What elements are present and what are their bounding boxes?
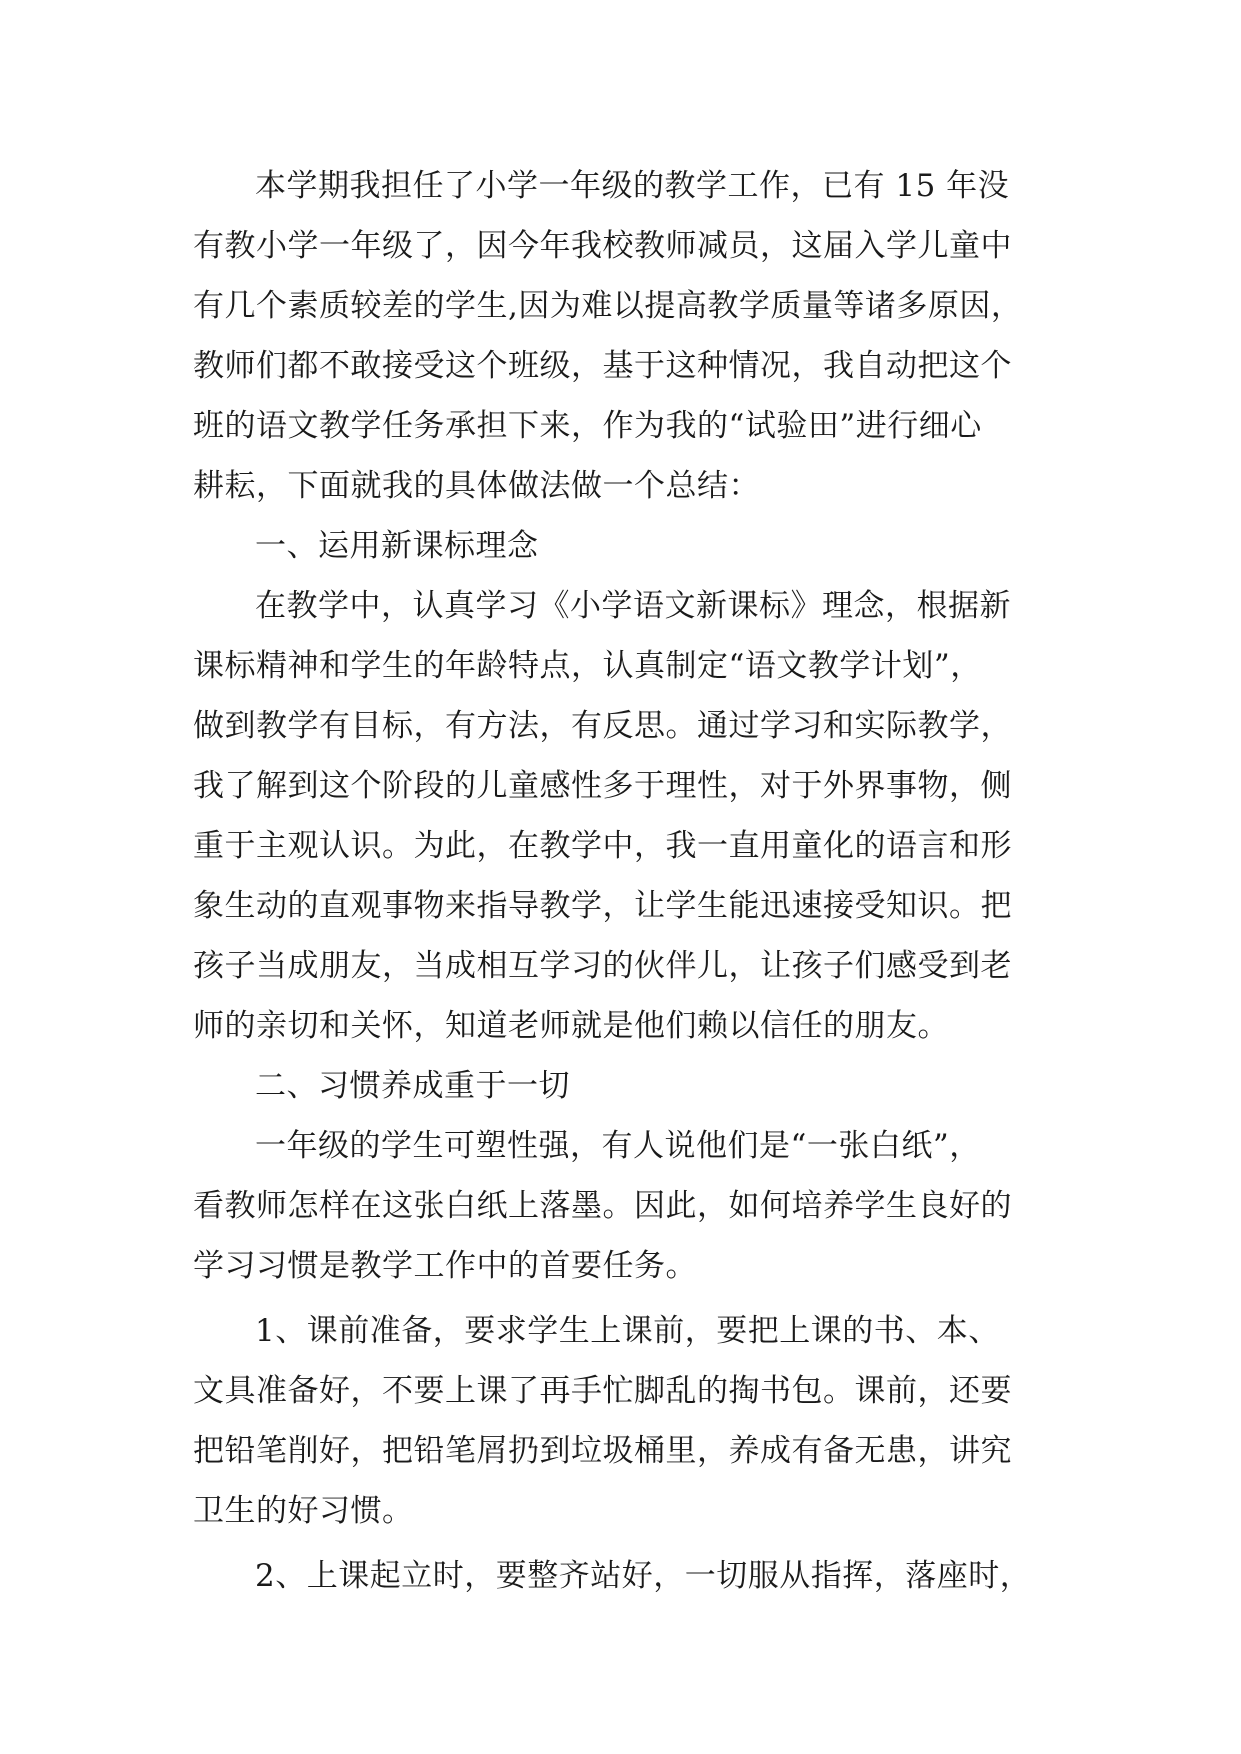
paragraph-intro-line-4: 教师们都不敢接受这个班级，基于这种情况，我自动把这个 <box>193 348 1012 384</box>
paragraph-section2-line-1: 一年级的学生可塑性强，有人说他们是“一张白纸”， <box>255 1128 981 1164</box>
list-item-2-line-1: 2、上课起立时，要整齐站好，一切服从指挥，落座时， <box>255 1558 1032 1594</box>
paragraph-section1-line-6: 象生动的直观事物来指导教学，让学生能迅速接受知识。把 <box>193 888 1012 924</box>
paragraph-section1-line-3: 做到教学有目标，有方法，有反思。通过学习和实际教学， <box>193 708 1012 744</box>
list-item-1-line-2: 文具准备好，不要上课了再手忙脚乱的掏书包。课前，还要 <box>193 1373 1012 1409</box>
paragraph-section1-line-1: 在教学中，认真学习《小学语文新课标》理念，根据新 <box>255 588 1011 624</box>
paragraph-intro-line-6: 耕耘，下面就我的具体做法做一个总结： <box>193 468 760 504</box>
list-item-1-line-1: 1、课前准备，要求学生上课前，要把上课的书、本、 <box>255 1313 1000 1349</box>
paragraph-section1-line-8: 师的亲切和关怀，知道老师就是他们赖以信任的朋友。 <box>193 1008 949 1044</box>
paragraph-section1-line-7: 孩子当成朋友，当成相互学习的伙伴儿，让孩子们感受到老 <box>193 948 1012 984</box>
paragraph-section1-line-2: 课标精神和学生的年龄特点，认真制定“语文教学计划”， <box>193 648 982 684</box>
paragraph-section1-line-4: 我了解到这个阶段的儿童感性多于理性，对于外界事物，侧 <box>193 768 1012 804</box>
section-heading-1: 一、运用新课标理念 <box>255 528 539 564</box>
paragraph-intro-line-1: 本学期我担任了小学一年级的教学工作，已有 15 年没 <box>255 168 1010 204</box>
paragraph-intro-line-5: 班的语文教学任务承担下来，作为我的“试验田”进行细心 <box>193 408 982 444</box>
paragraph-intro-line-3: 有几个素质较差的学生,因为难以提高教学质量等诸多原因， <box>193 288 1023 324</box>
paragraph-section2-line-3: 学习习惯是教学工作中的首要任务。 <box>193 1248 697 1284</box>
paragraph-section2-line-2: 看教师怎样在这张白纸上落墨。因此，如何培养学生良好的 <box>193 1188 1012 1224</box>
paragraph-section1-line-5: 重于主观认识。为此，在教学中，我一直用童化的语言和形 <box>193 828 1012 864</box>
section-heading-2: 二、习惯养成重于一切 <box>255 1068 570 1104</box>
list-item-1-line-4: 卫生的好习惯。 <box>193 1493 414 1529</box>
list-item-1-line-3: 把铅笔削好，把铅笔屑扔到垃圾桶里，养成有备无患，讲究 <box>193 1433 1012 1469</box>
paragraph-intro-line-2: 有教小学一年级了，因今年我校教师减员，这届入学儿童中 <box>193 228 1012 264</box>
